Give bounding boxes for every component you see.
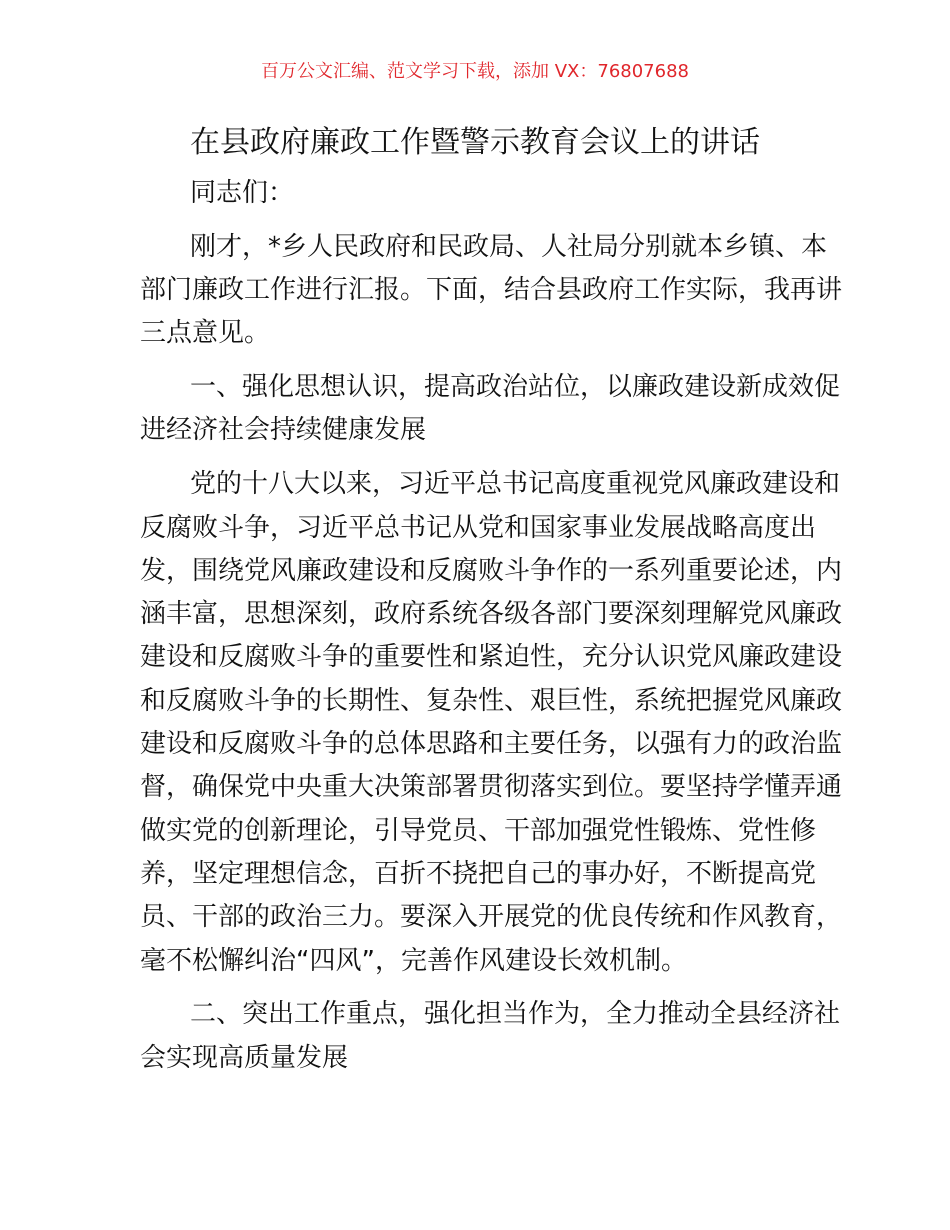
document-body xyxy=(140,172,843,1090)
paragraph-line: 二、突出工作重点，强化担当作为，全力推动全县经济社 xyxy=(190,999,841,1030)
paragraph-line: 做实党的创新理论，引导党员、干部加强党性锻炼、党性修 xyxy=(140,815,817,846)
paragraph-line: 同志们： xyxy=(190,178,295,208)
paragraph-line: 一、强化思想认识，提高政治站位，以廉政建设新成效促 xyxy=(190,372,841,403)
paragraph xyxy=(140,993,841,1080)
paragraph-line: 反腐败斗争，习近平总书记从党和国家事业发展战略高度出 xyxy=(140,512,817,543)
paragraph-line: 发，围绕党风廉政建设和反腐败斗争作的一系列重要论述，内 xyxy=(140,555,843,586)
paragraph-line: 涵丰富，思想深刻，政府系统各级各部门要深刻理解党风廉政 xyxy=(140,599,843,630)
paragraph xyxy=(140,463,843,983)
paragraph xyxy=(140,226,843,356)
paragraph-line: 建设和反腐败斗争的重要性和紧迫性，充分认识党风廉政建设 xyxy=(140,642,843,673)
paragraph-line: 建设和反腐败斗争的总体思路和主要任务，以强有力的政治监 xyxy=(140,729,843,760)
watermark-banner: 百万公文汇编、范文学习下载，添加 VX：76807688 xyxy=(261,61,689,82)
paragraph-line: 和反腐败斗争的长期性、复杂性、艰巨性，系统把握党风廉政 xyxy=(140,685,843,716)
paragraph-line: 进经济社会持续健康发展 xyxy=(140,415,427,446)
paragraph-line: 养，坚定理想信念，百折不挠把自己的事办好，不断提高党 xyxy=(140,858,817,889)
paragraph xyxy=(140,366,841,453)
document-title: 在县政府廉政工作暨警示教育会议上的讲话 xyxy=(190,125,760,160)
paragraph-line: 员、干部的政治三力。要深入开展党的优良传统和作风教育， xyxy=(140,902,843,933)
paragraph-line: 毫不松懈纠治“四风”，完善作风建设长效机制。 xyxy=(140,945,687,976)
paragraph-line: 部门廉政工作进行汇报。下面，结合县政府工作实际，我再讲 xyxy=(140,275,843,306)
paragraph-line: 党的十八大以来，习近平总书记高度重视党风廉政建设和 xyxy=(190,469,841,500)
paragraph xyxy=(140,172,810,215)
paragraph-line: 刚才，*乡人民政府和民政局、人社局分别就本乡镇、本 xyxy=(190,231,828,262)
paragraph-line: 督，确保党中央重大决策部署贯彻落实到位。要坚持学懂弄通 xyxy=(140,772,843,803)
paragraph-line: 三点意见。 xyxy=(140,318,271,349)
paragraph-line: 会实现高质量发展 xyxy=(140,1042,349,1073)
